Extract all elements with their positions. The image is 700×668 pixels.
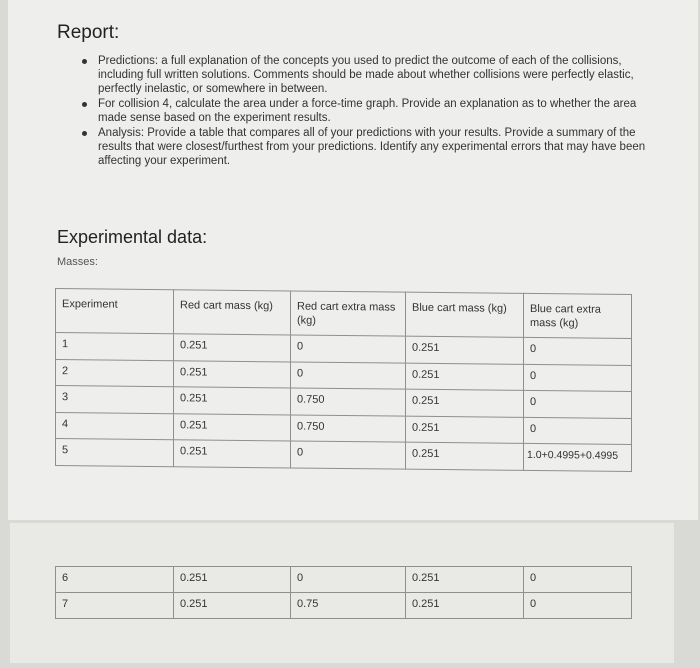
cell-red-extra: 0.75: [291, 593, 406, 619]
cell-experiment: 2: [56, 359, 174, 387]
col-header-red-mass: Red cart mass (kg): [174, 290, 291, 335]
cell-blue-extra: 1.0+0.4995+0.4995: [524, 443, 632, 471]
cell-blue-mass: 0.251: [406, 442, 524, 470]
cell-blue-extra: 0: [524, 417, 632, 445]
cell-blue-extra: 0: [524, 364, 632, 392]
bullet-icon: [82, 102, 87, 107]
cell-red-mass: 0.251: [174, 593, 291, 619]
col-header-blue-extra: Blue cart extra mass (kg): [524, 293, 632, 338]
masses-table: [55, 288, 632, 472]
experimental-data-heading: Experimental data:: [57, 227, 208, 247]
report-requirements-list: [78, 54, 658, 168]
cell-red-extra: 0.750: [291, 414, 406, 442]
cell-experiment: 7: [56, 593, 174, 619]
masses-label: Masses:: [57, 256, 98, 268]
cell-red-mass: 0.251: [174, 440, 291, 468]
cell-red-mass: 0.251: [174, 387, 291, 415]
list-item: Analysis: Provide a table that compares all of your predictions with your results. Provide a summary of the results that were closest/furthest from your predictions. Identify any experimental errors that may have been affecting your experiment.: [78, 126, 658, 168]
cell-experiment: 1: [56, 333, 174, 361]
cell-blue-extra: 0: [524, 593, 632, 619]
cell-experiment: 4: [56, 412, 174, 440]
cell-blue-mass: 0.251: [406, 336, 524, 364]
cell-blue-mass: 0.251: [406, 363, 524, 391]
cell-red-extra: 0.750: [291, 388, 406, 416]
report-heading: Report:: [57, 22, 120, 43]
cell-blue-mass: 0.251: [406, 389, 524, 417]
cell-experiment: 5: [56, 439, 174, 467]
bullet-icon: [82, 131, 87, 136]
cell-red-mass: 0.251: [174, 334, 291, 362]
cell-blue-mass: 0.251: [406, 593, 524, 619]
cell-blue-extra: 0: [524, 337, 632, 365]
cell-red-extra: 0: [291, 567, 406, 593]
cell-blue-extra: 0: [524, 390, 632, 418]
list-item: Predictions: a full explanation of the concepts you used to predict the outcome of each of the collisions, including full written solutions. Comments should be made about whether collisions were perfectly elastic, perfectly inelastic, or somewhere in between.: [78, 54, 658, 96]
masses-table-continued: [55, 566, 632, 619]
table-row: [56, 439, 632, 472]
col-header-blue-mass: Blue cart mass (kg): [406, 292, 524, 337]
cell-red-mass: 0.251: [174, 567, 291, 593]
cell-blue-mass: 0.251: [406, 567, 524, 593]
cell-red-extra: 0: [291, 361, 406, 389]
cell-experiment: 6: [56, 567, 174, 593]
table-header-row: [56, 289, 632, 339]
cell-experiment: 3: [56, 386, 174, 414]
cell-red-extra: 0: [291, 441, 406, 469]
list-item: For collision 4, calculate the area under a force-time graph. Provide an explanation as to whether the area made sense based on the experiment results.: [78, 97, 658, 125]
cell-blue-mass: 0.251: [406, 416, 524, 444]
cell-blue-extra: 0: [524, 567, 632, 593]
cell-red-mass: 0.251: [174, 413, 291, 441]
col-header-experiment: Experiment: [56, 289, 174, 334]
cell-red-extra: 0: [291, 335, 406, 363]
col-header-red-extra: Red cart extra mass (kg): [291, 291, 406, 336]
cell-red-mass: 0.251: [174, 360, 291, 388]
table-row: [56, 567, 632, 593]
table-row: [56, 593, 632, 619]
bullet-icon: [82, 59, 87, 64]
